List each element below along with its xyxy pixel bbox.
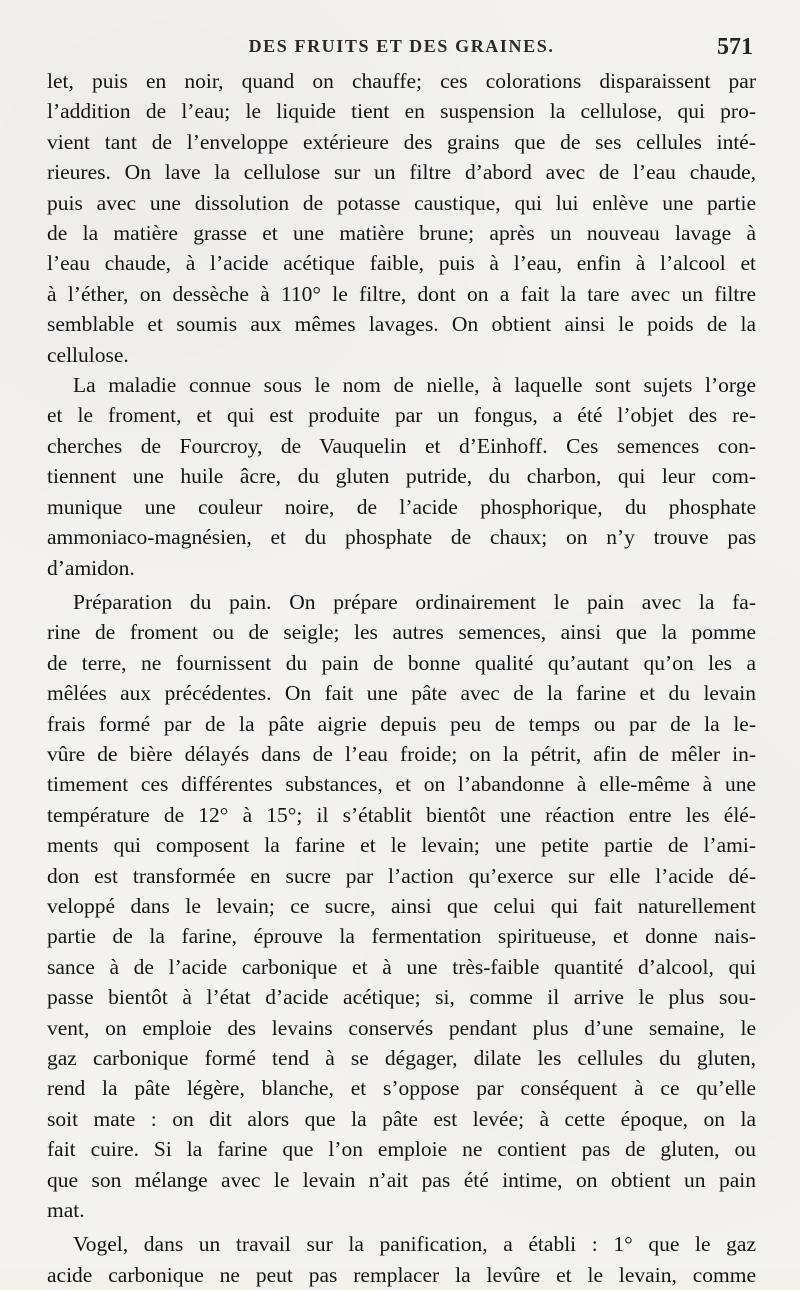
- text-line: let, puis en noir, quand on chauffe; ces colorations disparaissent par: [47, 69, 756, 93]
- text-line: vient tant de l’enveloppe extérieure des grains que de ses cellules inté-: [47, 129, 756, 154]
- text-line: et le froment, et qui est produite par un fongus, a été l’objet des re-: [47, 403, 756, 428]
- text-line: semblable et soumis aux mêmes lavages. On obtient ainsi le poids de la: [47, 312, 756, 337]
- text-line: température de 12° à 15°; il s’établit bientôt une réaction entre les élé-: [47, 802, 756, 827]
- text-line: partie de la farine, éprouve la fermentation spiritueuse, et donne nais-: [47, 924, 756, 949]
- text-line: soit mate : on dit alors que la pâte est levée; à cette époque, on la: [47, 1106, 756, 1131]
- text-line: La maladie connue sous le nom de nielle, à laquelle sont sujets l’orge: [73, 373, 756, 398]
- paragraph-nielle: [47, 370, 756, 583]
- text-line: rend la pâte légère, blanche, et s’oppose par conséquent à ce qu’elle: [47, 1076, 756, 1101]
- text-line: fait cuire. Si la farine que l’on emploie ne contient pas de gluten, ou: [47, 1137, 756, 1162]
- text-line: Vogel, dans un travail sur la panification, a établi : 1° que le gaz: [73, 1232, 756, 1257]
- text-line: acide carbonique ne peut pas remplacer la levûre et le levain, comme: [47, 1262, 756, 1287]
- page-body: [47, 66, 756, 1290]
- text-line: mat.: [47, 1198, 85, 1223]
- page-number: 571: [717, 34, 753, 60]
- text-line: d’amidon.: [47, 555, 135, 580]
- text-line: veloppé dans le levain; ce sucre, ainsi que celui qui fait naturellement: [47, 893, 756, 918]
- text-line: sance à de l’acide carbonique et à une très-faible quantité d’alcool, qui: [47, 954, 756, 979]
- text-line: rine de froment ou de seigle; les autres semences, ainsi que la pomme: [47, 620, 756, 645]
- text-line: timement ces différentes substances, et on l’abandonne à elle-même à une: [47, 772, 756, 797]
- text-line: tiennent une huile âcre, du gluten putride, du charbon, qui leur com-: [47, 464, 756, 489]
- text-line: l’addition de l’eau; le liquide tient en suspension la cellulose, qui pro-: [47, 99, 756, 124]
- text-line: de la matière grasse et une matière brune; après un nouveau lavage à: [47, 221, 756, 246]
- text-line: puis avec une dissolution de potasse caustique, qui lui enlève une partie: [47, 190, 756, 215]
- text-line: mêlées aux précédentes. On fait une pâte avec de la farine et du levain: [47, 681, 756, 706]
- text-line: cellulose.: [47, 342, 129, 367]
- text-line: passe bientôt à l’état d’acide acétique; si, comme il arrive le plus sou-: [47, 985, 756, 1010]
- text-line: frais formé par de la pâte aigrie depuis peu de temps ou par de la le-: [47, 711, 756, 736]
- text-line: à l’éther, on dessèche à 110° le filtre, dont on a fait la tare avec un filtre: [47, 281, 756, 306]
- text-line: vent, on emploie des levains conservés pendant plus d’une semaine, le: [47, 1015, 756, 1040]
- paragraph-cellulose: [47, 66, 756, 370]
- text-line: que son mélange avec le levain n’ait pas été intime, on obtient un pain: [47, 1167, 756, 1192]
- paragraph-vogel: [47, 1229, 756, 1290]
- text-line: rieures. On lave la cellulose sur un filtre d’abord avec de l’eau chaude,: [47, 160, 756, 185]
- text-line: ammoniaco-magnésien, et du phosphate de chaux; on n’y trouve pas: [47, 525, 756, 550]
- text-line: don est transformée en sucre par l’action qu’exerce sur elle l’acide dé-: [47, 863, 756, 888]
- text-line: Préparation du pain. On prépare ordinairement le pain avec la fa-: [73, 589, 756, 614]
- running-title: DES FRUITS ET DES GRAINES.: [248, 36, 555, 56]
- text-line: ments qui composent la farine et le levain; une petite partie de l’ami-: [47, 833, 756, 858]
- text-line: vûre de bière délayés dans de l’eau froide; on la pétrit, afin de mêler in-: [47, 741, 756, 766]
- page-header: [47, 34, 756, 66]
- text-line: gaz carbonique formé tend à se dégager, dilate les cellules du gluten,: [47, 1046, 756, 1070]
- paragraph-bread-preparation: [47, 587, 756, 1226]
- text-line: munique une couleur noire, de l’acide phosphorique, du phosphate: [47, 494, 756, 519]
- text-line: l’eau chaude, à l’acide acétique faible, puis à l’eau, enfin à l’alcool et: [47, 251, 756, 276]
- text-line: cherches de Fourcroy, de Vauquelin et d’Einhoff. Ces semences con-: [47, 433, 756, 458]
- text-line: de terre, ne fournissent du pain de bonne qualité qu’autant qu’on les a: [47, 650, 756, 675]
